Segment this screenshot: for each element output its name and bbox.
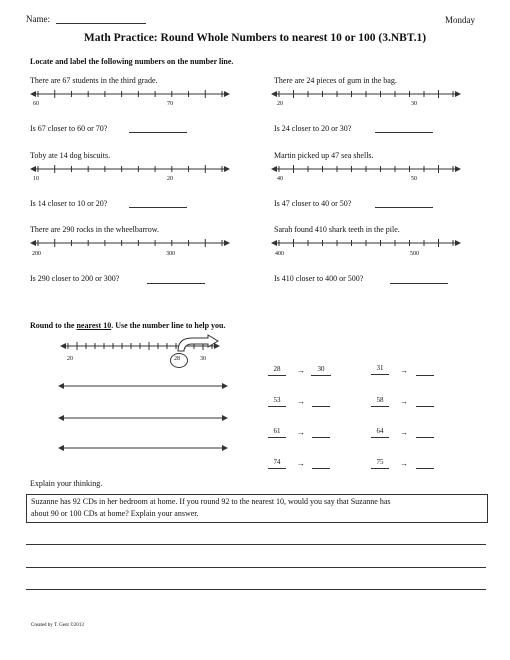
example-mid-label: 28 <box>174 356 180 362</box>
writing-line[interactable] <box>26 567 486 568</box>
arrow-left-icon <box>60 343 66 349</box>
explain-label: Explain your thinking. <box>30 479 103 488</box>
answer-blank[interactable] <box>416 375 434 376</box>
answer-blank[interactable] <box>416 468 434 469</box>
arrow-left-icon <box>271 240 277 246</box>
number-line <box>271 163 461 187</box>
example-right-label: 30 <box>200 356 206 362</box>
answer-blank[interactable] <box>312 437 330 438</box>
problem-statement: Martin picked up 47 sea shells. <box>274 151 374 160</box>
number-line-right-label: 300 <box>166 251 175 257</box>
blank-number-line[interactable] <box>58 380 228 392</box>
arrow-right-icon <box>224 240 230 246</box>
section2-instruction <box>30 321 226 330</box>
day-label: Monday <box>445 15 475 25</box>
number-line-right-label: 30 <box>411 101 417 107</box>
value-underline <box>268 468 286 469</box>
arrow-left-icon <box>58 383 64 389</box>
arrow-right-icon <box>455 240 461 246</box>
number-line-left-label: 200 <box>32 251 41 257</box>
number-line-right-label: 50 <box>411 176 417 182</box>
value-underline <box>268 406 286 407</box>
value-underline <box>371 406 389 407</box>
arrow-right-icon: → <box>297 397 305 406</box>
blank-number-line[interactable] <box>58 412 228 424</box>
rounding-value: 75 <box>376 458 384 466</box>
answer-blank[interactable] <box>390 283 448 284</box>
arrow-right-icon <box>224 166 230 172</box>
rounding-value: 28 <box>273 365 281 373</box>
rounding-value: 74 <box>273 458 281 466</box>
answer-blank[interactable] <box>375 132 433 133</box>
arrow-left-icon <box>58 445 64 451</box>
word-problem-line-2: about 90 or 100 CDs at home? Explain your answer. <box>31 509 199 518</box>
arrow-left-icon <box>30 91 36 97</box>
number-line-left-label: 10 <box>33 176 39 182</box>
answer-blank[interactable] <box>129 207 187 208</box>
problem-statement: There are 24 pieces of gum in the bag. <box>274 76 397 85</box>
problem-question: Is 410 closer to 400 or 500? <box>274 274 364 283</box>
instruction-part: . Use the number line to help you. <box>111 321 226 330</box>
rounding-value: 31 <box>376 364 384 372</box>
number-line <box>271 88 461 112</box>
arrow-right-icon <box>222 415 228 421</box>
problem-statement: There are 290 rocks in the wheelbarrow. <box>30 225 159 234</box>
answer-blank[interactable] <box>312 406 330 407</box>
number-line <box>30 237 230 261</box>
instruction-underlined: nearest 10 <box>76 321 112 330</box>
arrow-left-icon <box>30 240 36 246</box>
arrow-right-icon: → <box>400 459 408 468</box>
example-left-label: 20 <box>67 356 73 362</box>
answer-blank[interactable] <box>129 132 187 133</box>
arrow-right-icon <box>222 383 228 389</box>
curved-arrow-icon <box>174 333 220 353</box>
writing-line[interactable] <box>26 544 486 545</box>
arrow-right-icon: → <box>297 428 305 437</box>
name-label: Name: <box>26 14 50 24</box>
arrow-right-icon: → <box>297 366 305 375</box>
writing-line[interactable] <box>26 589 486 590</box>
instruction-part: Round to the <box>30 321 77 330</box>
arrow-right-icon <box>455 166 461 172</box>
arrow-left-icon <box>58 415 64 421</box>
blank-number-line[interactable] <box>58 442 228 454</box>
rounding-answer: 30 <box>317 365 325 373</box>
page-title: Math Practice: Round Whole Numbers to nearest 10 or 100 (3.NBT.1) <box>83 32 427 44</box>
section1-instruction: Locate and label the following numbers on the number line. <box>30 57 234 66</box>
value-underline <box>371 468 389 469</box>
value-underline <box>371 374 389 375</box>
problem-question: Is 24 closer to 20 or 30? <box>274 124 352 133</box>
rounding-value: 64 <box>376 427 384 435</box>
answer-blank[interactable] <box>416 437 434 438</box>
problem-question: Is 67 closer to 60 or 70? <box>30 124 108 133</box>
arrow-right-icon <box>455 91 461 97</box>
rounding-value: 61 <box>273 427 281 435</box>
answer-blank[interactable] <box>311 375 331 376</box>
arrow-right-icon <box>222 445 228 451</box>
word-problem-line-1: Suzanne has 92 CDs in her bedroom at home. If you round 92 to the nearest 10, would you say that Suzanne has <box>31 497 391 506</box>
answer-blank[interactable] <box>147 283 205 284</box>
arrow-right-icon: → <box>400 366 408 375</box>
number-line-right-label: 500 <box>410 251 419 257</box>
number-line-left-label: 60 <box>33 101 39 107</box>
value-underline <box>371 437 389 438</box>
arrow-right-icon: → <box>297 459 305 468</box>
number-line-right-label: 70 <box>167 101 173 107</box>
answer-blank[interactable] <box>416 406 434 407</box>
arrow-right-icon <box>224 91 230 97</box>
name-field[interactable] <box>56 23 146 24</box>
number-line-right-label: 20 <box>167 176 173 182</box>
number-line-left-label: 20 <box>277 101 283 107</box>
footer-credit: Created by T. Gent ©2013 <box>31 623 84 628</box>
problem-statement: There are 67 students in the third grade. <box>30 76 158 85</box>
problem-question: Is 14 closer to 10 or 20? <box>30 199 108 208</box>
problem-question: Is 47 closer to 40 or 50? <box>274 199 352 208</box>
number-line-left-label: 40 <box>277 176 283 182</box>
problem-statement: Sarah found 410 shark teeth in the pile. <box>274 225 400 234</box>
word-problem-box <box>26 494 488 523</box>
arrow-left-icon <box>271 91 277 97</box>
rounding-value: 53 <box>273 396 281 404</box>
number-line <box>271 237 461 261</box>
arrow-right-icon: → <box>400 428 408 437</box>
number-line-left-label: 400 <box>275 251 284 257</box>
arrow-left-icon <box>30 166 36 172</box>
number-line <box>30 88 230 112</box>
problem-question: Is 290 closer to 200 or 300? <box>30 274 120 283</box>
rounding-value: 58 <box>376 396 384 404</box>
arrow-left-icon <box>271 166 277 172</box>
answer-blank[interactable] <box>312 468 330 469</box>
value-underline <box>268 375 286 376</box>
value-underline <box>268 437 286 438</box>
problem-statement: Toby ate 14 dog biscuits. <box>30 151 111 160</box>
answer-blank[interactable] <box>375 207 433 208</box>
arrow-right-icon: → <box>400 397 408 406</box>
number-line <box>30 163 230 187</box>
